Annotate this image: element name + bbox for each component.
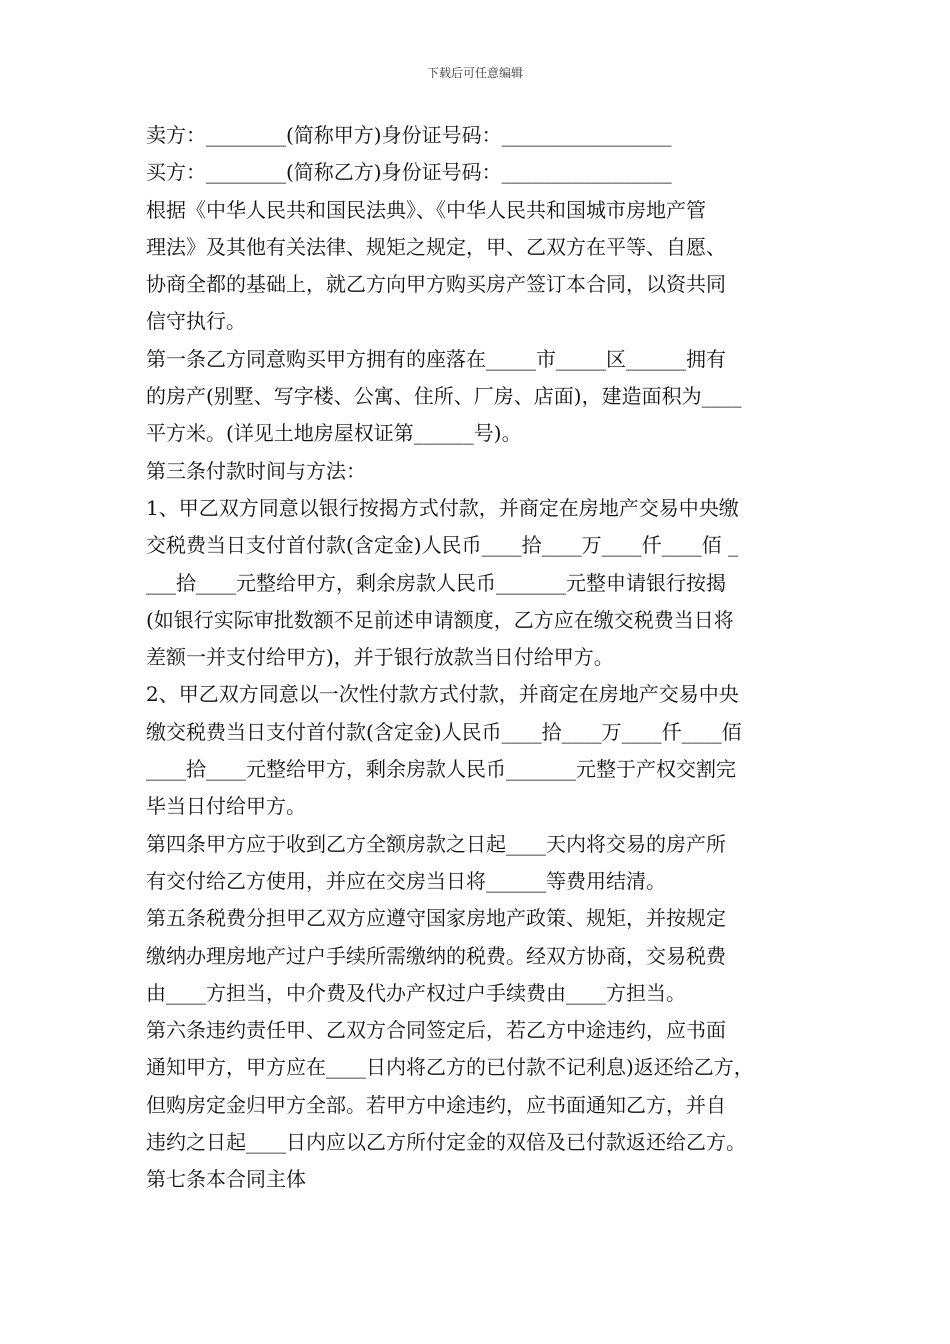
text-line: 毕当日付给甲方。: [146, 794, 306, 819]
text-line: 理法》及其他有关法律、规矩之规定，甲、乙双方在平等、自愿、: [146, 234, 726, 259]
text-line: (如银行实际审批数额不足前述申请额度，乙方应在缴交税费当日将: [146, 607, 734, 632]
text-line: ___拾____元整给甲方，剩余房款人民币_______元整申请银行按揭: [146, 570, 726, 595]
buyer-line: 买方：________(简称乙方)身份证号码：_________________: [146, 160, 672, 185]
text-line: 根据《中华人民共和国民法典》、《中华人民共和国城市房地产管: [146, 197, 706, 222]
text-line: ____拾____元整给甲方，剩余房款人民币_______元整于产权交割完: [146, 757, 736, 782]
contract-body: [146, 117, 816, 1199]
article-6-line: 第六条违约责任甲、乙双方合同签定后，若乙方中途违约，应书面: [146, 1018, 726, 1043]
text-line: 但购房定金归甲方全部。若甲方中途违约，应书面通知乙方，并自: [146, 1092, 726, 1117]
text-line: 通知甲方，甲方应在____日内将乙方的已付款不记利息)返还给乙方，: [146, 1055, 754, 1080]
article-4-line: 第四条甲方应于收到乙方全额房款之日起____天内将交易的房产所: [146, 831, 726, 856]
article-1-line: 第一条乙方同意购买甲方拥有的座落在_____市_____区______拥有: [146, 346, 726, 371]
text-line: 信守执行。: [146, 309, 246, 334]
text-line: 协商全都的基础上，就乙方向甲方购买房产签订本合同，以资共同: [146, 272, 726, 297]
text-line: 交税费当日支付首付款(含定金)人民币____拾____万____仟____佰 _: [146, 533, 738, 558]
text-line: 1、甲乙双方同意以银行按揭方式付款，并商定在房地产交易中央缴: [146, 495, 739, 520]
text-line: 的房产(别墅、写字楼、公寓、住所、厂房、店面)，建造面积为____: [146, 384, 742, 409]
article-7-heading: 第七条本合同主体: [146, 1167, 306, 1192]
text-line: 平方米。(详见土地房屋权证第______号)。: [146, 421, 522, 446]
text-line: 有交付给乙方使用，并应在交房当日将______等费用结清。: [146, 868, 666, 893]
text-line: 违约之日起____日内应以乙方所付定金的双倍及已付款返还给乙方。: [146, 1130, 746, 1155]
text-line: 缴纳办理房地产过户手续所需缴纳的税费。经双方协商，交易税费: [146, 943, 726, 968]
text-line: 由____方担当，中介费及代办产权过户手续费由____方担当。: [146, 980, 686, 1005]
article-5-line: 第五条税费分担甲乙双方应遵守国家房地产政策、规矩，并按规定: [146, 906, 726, 931]
seller-line: 卖方：________(简称甲方)身份证号码：_________________: [146, 123, 672, 147]
text-line: 2、甲乙双方同意以一次性付款方式付款，并商定在房地产交易中央: [146, 682, 739, 707]
text-line: 差额一并支付给甲方)，并于银行放款当日付给甲方。: [146, 645, 614, 670]
page-header: 下载后可任意编辑: [426, 66, 523, 80]
text-line: 缴交税费当日支付首付款(含定金)人民币____拾____万____仟____佰: [146, 719, 742, 744]
article-3-heading: 第三条付款时间与方法：: [146, 458, 366, 483]
